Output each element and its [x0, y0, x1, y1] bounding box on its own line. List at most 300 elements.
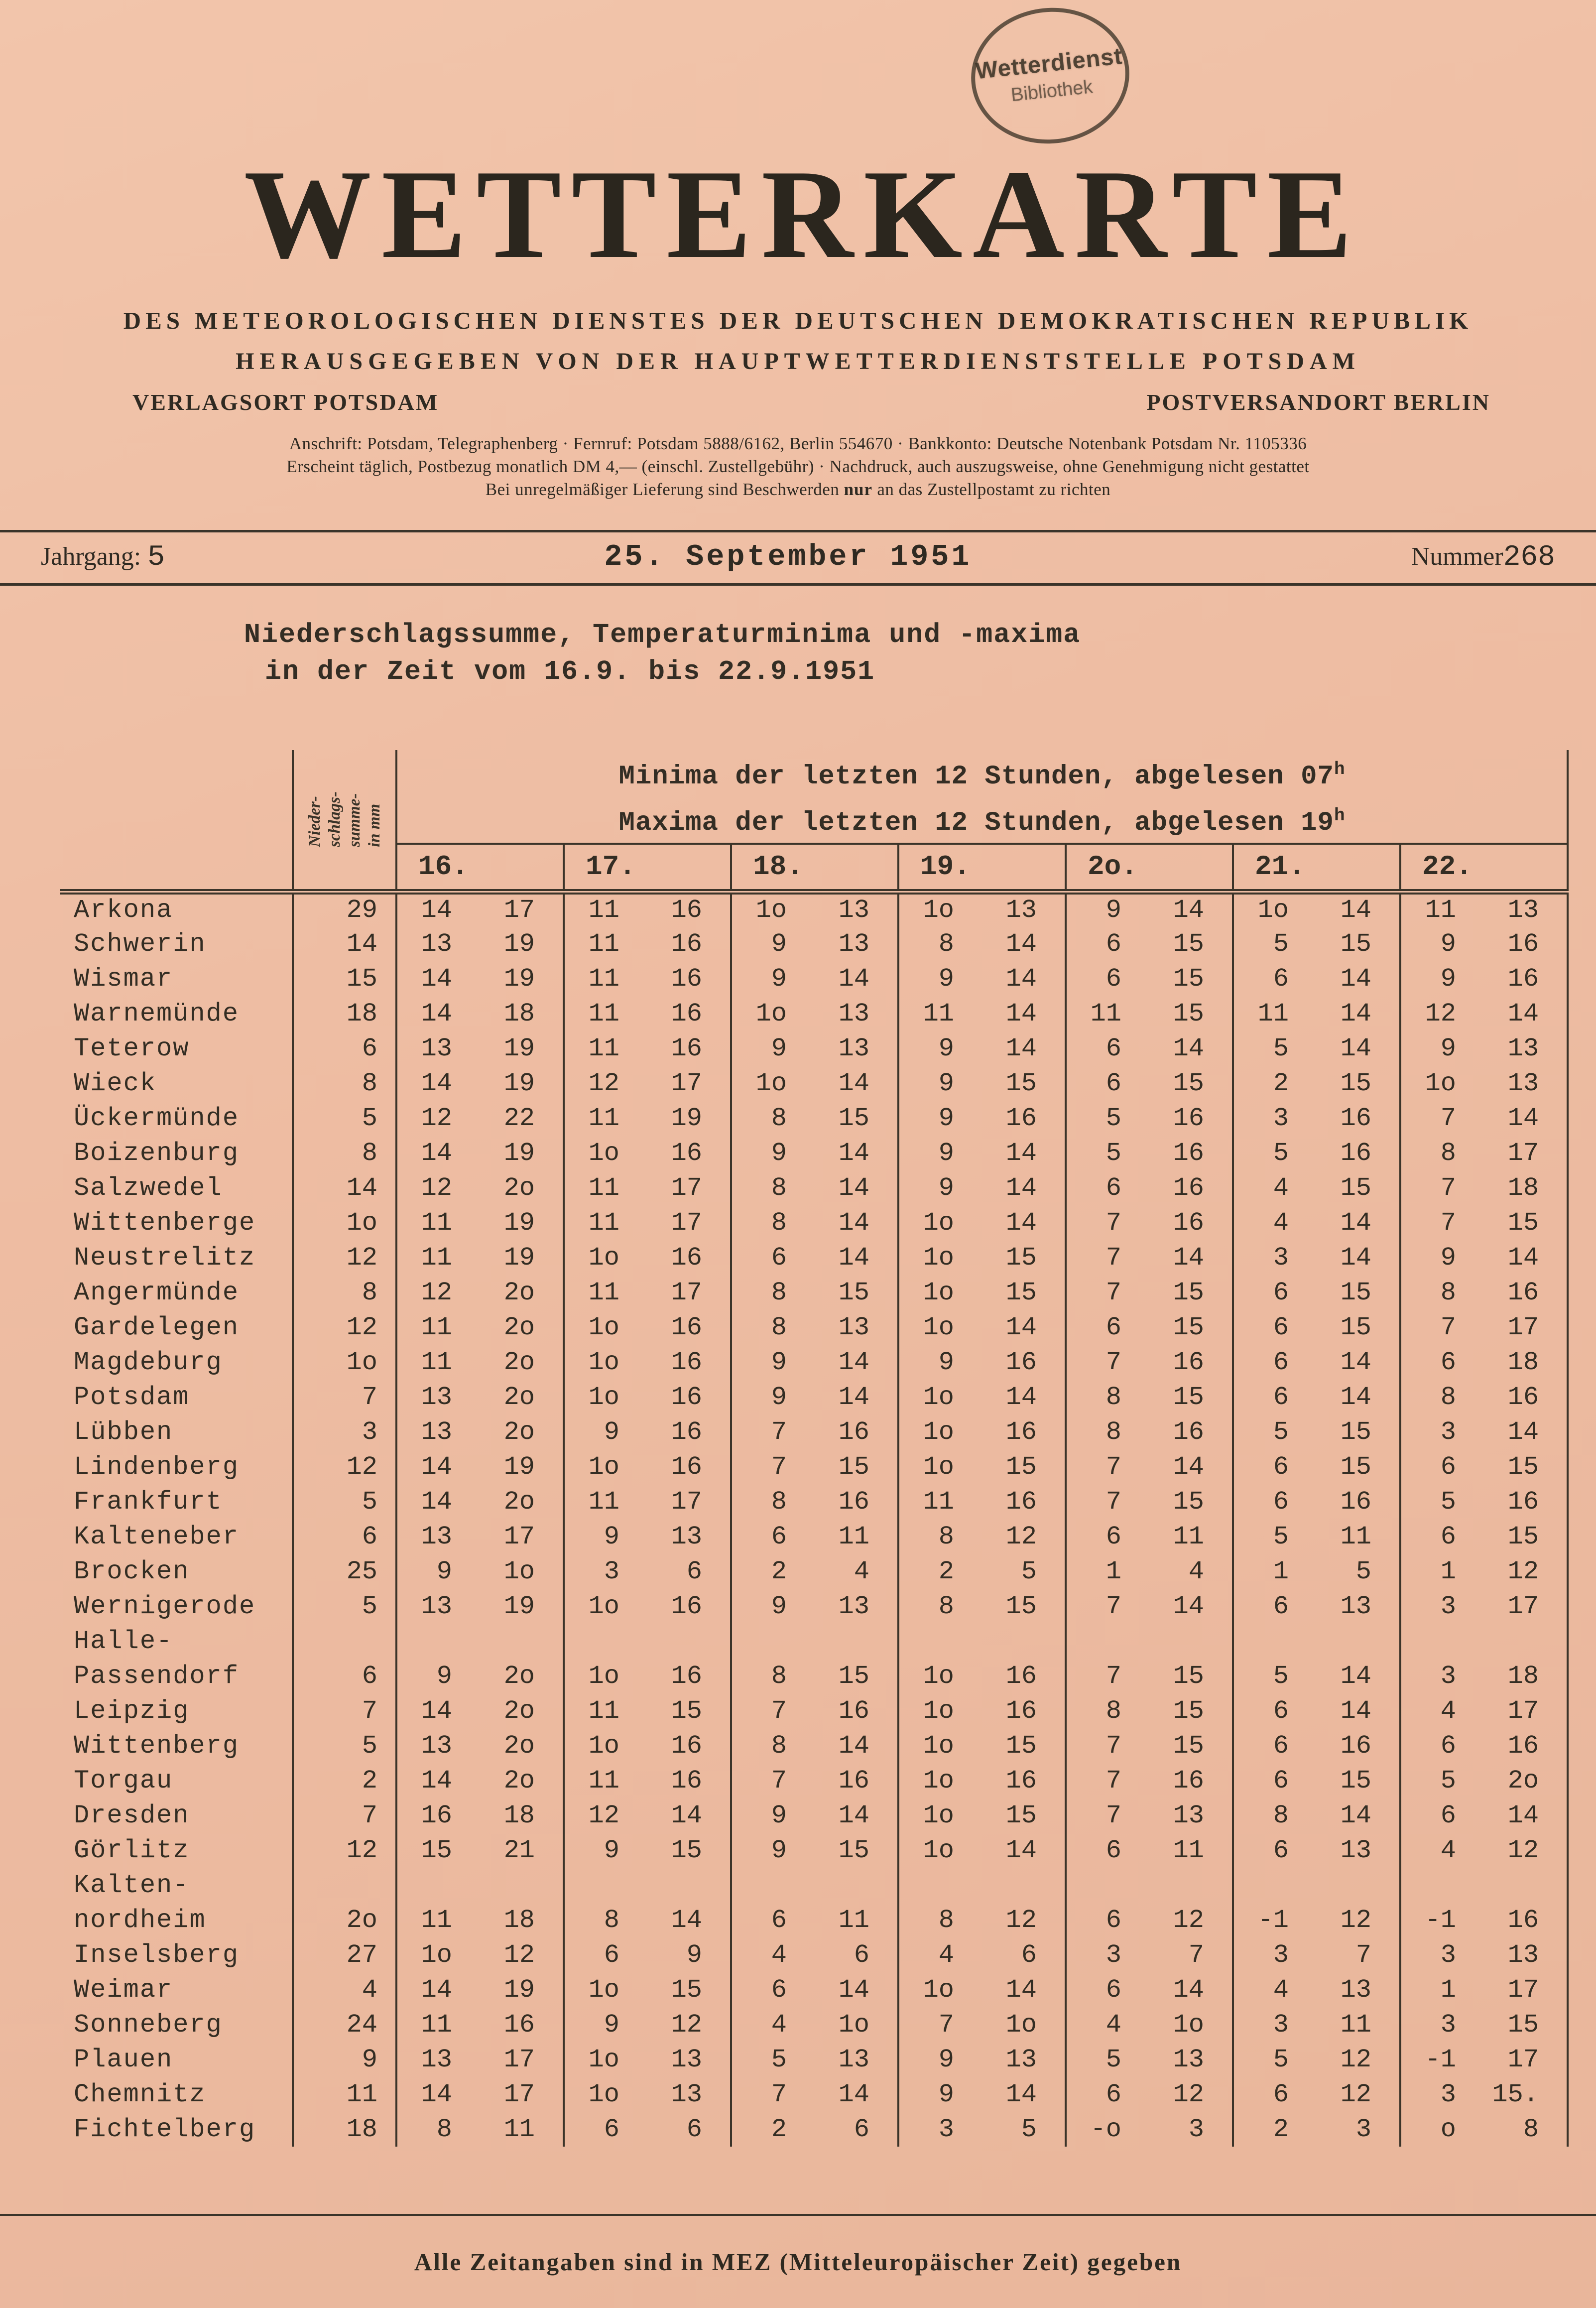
table-row [60, 1240, 1568, 1275]
temp-max-cell: 16 [1484, 961, 1568, 996]
temp-min-cell: 9 [731, 1380, 815, 1414]
temp-max-cell: 11 [1340, 1522, 1371, 1551]
temp-min-cell: 4 [1400, 1693, 1484, 1728]
temp-min-cell [1233, 1868, 1317, 1903]
temp-min-cell: 1o [731, 996, 815, 1031]
temp-max-cell: 15 [1484, 2007, 1568, 2042]
precip-sum-rotated-label: Nieder- schlags- summe- in mm [306, 791, 383, 848]
temp-min-cell [731, 1624, 815, 1659]
temp-min-cell: 5 [731, 2042, 815, 2077]
temp-min-cell: 9 [564, 1519, 647, 1554]
temp-max-cell: 16 [671, 1452, 702, 1482]
temp-min-cell: 6 [1066, 961, 1149, 996]
temp-max-cell: 12 [1005, 1522, 1037, 1551]
temp-max-cell: 12 [1484, 1554, 1568, 1589]
temp-max-cell: 14 [1005, 1208, 1037, 1238]
temp-min-cell: 1o [898, 1833, 982, 1868]
temp-max-cell: 14 [1484, 1414, 1568, 1449]
precip-sum-cell [293, 1624, 396, 1659]
temp-min-cell: 6 [1233, 1449, 1317, 1484]
temp-min-cell: 16 [396, 1798, 480, 1833]
temp-min-cell: 1o [564, 1972, 647, 2007]
temp-min-cell: 8 [396, 2112, 480, 2147]
temp-max-cell [1484, 1868, 1568, 1903]
temp-min-cell: 7 [1066, 1659, 1149, 1693]
temp-max-cell: 16 [1173, 1417, 1204, 1447]
temp-max-cell: 15 [1005, 1591, 1037, 1621]
temp-max-cell [480, 1868, 564, 1903]
temp-min-cell: 9 [898, 2077, 982, 2112]
precip-sum-cell: 8 [293, 1275, 396, 1310]
temp-min-cell: 8 [1066, 1414, 1149, 1449]
temp-max-cell: 19 [503, 964, 535, 994]
temp-min-cell: 8 [731, 1484, 815, 1519]
temp-min-cell: 7 [731, 2077, 815, 2112]
temp-max-cell: 16 [1484, 1484, 1568, 1519]
temp-max-cell: 16 [1340, 1138, 1371, 1168]
table-row [60, 1066, 1568, 1101]
temp-max-cell: 12 [1484, 1833, 1568, 1868]
temp-max-cell: 15 [1173, 1382, 1204, 1412]
temp-max-cell: 16 [1005, 1103, 1037, 1133]
temp-max-cell: 16 [1005, 1696, 1037, 1726]
temp-min-cell: 1o [898, 1659, 982, 1693]
city-cell: nordheim [74, 1905, 206, 1935]
temp-max-cell: 15 [1173, 1661, 1204, 1691]
issue-number-label: Nummer268 [1411, 541, 1555, 574]
temp-max-cell: 11 [1340, 2010, 1371, 2040]
precip-sum-cell: 12 [293, 1449, 396, 1484]
temp-max-cell: 15 [1173, 1487, 1204, 1517]
temp-min-cell: 5 [1233, 1659, 1317, 1693]
temp-max-cell: 17 [1484, 1136, 1568, 1170]
temp-min-cell: 14 [396, 1972, 480, 2007]
temp-max-cell: 15 [671, 1975, 702, 2005]
city-cell: Potsdam [74, 1382, 190, 1412]
temp-min-cell: 13 [396, 1519, 480, 1554]
temp-min-cell: 1o [898, 1380, 982, 1414]
temp-min-cell: 6 [1233, 1345, 1317, 1380]
temp-max-cell: 16 [1484, 1275, 1568, 1310]
temp-max-cell [982, 1624, 1066, 1659]
temp-min-cell: -1 [1400, 2042, 1484, 2077]
temp-min-cell: 4 [731, 1937, 815, 1972]
temp-min-cell [396, 1624, 480, 1659]
precip-sum-cell: 2o [293, 1903, 396, 1937]
temp-max-cell: 14 [1005, 1835, 1037, 1865]
temp-max-cell: 14 [838, 1382, 869, 1412]
temp-max-cell: 14 [1484, 1798, 1568, 1833]
temp-max-cell [1149, 1868, 1233, 1903]
temp-max-cell: 14 [1484, 1240, 1568, 1275]
table-row [60, 1659, 1568, 1693]
temp-min-cell: 9 [564, 1833, 647, 1868]
temp-min-cell: 3 [898, 2112, 982, 2147]
temp-max-cell: 14 [1340, 999, 1371, 1028]
temp-min-cell: 8 [731, 1205, 815, 1240]
temp-min-cell: 13 [396, 926, 480, 961]
precip-sum-cell: 6 [293, 1659, 396, 1693]
temp-max-cell: 8 [1484, 2112, 1568, 2147]
table-row [60, 2042, 1568, 2077]
fineprint-line-2: Erscheint täglich, Postbezug monatlich DM 4,— (einschl. Zustellgebühr) · Nachdruck, auch auszugsweise, ohne Genehmigung nicht gestattet [286, 457, 1310, 477]
table-row [60, 1693, 1568, 1728]
table-row [60, 2077, 1568, 2112]
table-row [60, 1868, 1568, 1903]
temp-min-cell: 3 [1400, 1659, 1484, 1693]
temp-max-cell: 15 [1340, 1173, 1371, 1203]
table-title [244, 617, 1081, 690]
table-row [60, 1903, 1568, 1937]
city-cell: Chemnitz [74, 2079, 206, 2109]
city-cell: Angermünde [74, 1278, 240, 1307]
temp-max-cell: 15 [1005, 1731, 1037, 1761]
temp-max-cell: 17 [1484, 1589, 1568, 1624]
temp-min-cell: 3 [1400, 1414, 1484, 1449]
temp-min-cell: 4 [1233, 1205, 1317, 1240]
precip-sum-cell: 11 [293, 2077, 396, 2112]
temp-min-cell: 1o [731, 1066, 815, 1101]
page-title: WETTERKARTE [244, 144, 1362, 285]
temp-max-cell: 16 [671, 1347, 702, 1377]
temp-min-cell: 8 [898, 926, 982, 961]
temp-min-cell: 6 [1233, 1763, 1317, 1798]
temp-min-cell: 14 [396, 892, 480, 926]
temp-max-cell: 13 [1484, 1066, 1568, 1101]
precip-sum-cell: 25 [293, 1554, 396, 1589]
temp-max-cell: 19 [503, 1138, 535, 1168]
temp-min-cell: 6 [1066, 1310, 1149, 1345]
city-cell: Görlitz [74, 1835, 190, 1865]
temp-max-cell: 11 [1173, 1522, 1204, 1551]
temp-min-cell: 7 [1066, 1798, 1149, 1833]
minmax-header [396, 750, 1568, 844]
temp-max-cell: 17 [503, 2079, 535, 2109]
temp-min-cell: 1o [564, 2077, 647, 2112]
temp-min-cell: 3 [1066, 1937, 1149, 1972]
temp-max-cell: 16 [1173, 1347, 1204, 1377]
city-cell: Sonneberg [74, 2010, 223, 2040]
temp-max-cell: 15 [1340, 1452, 1371, 1482]
temp-max-cell: 13 [838, 1312, 869, 1342]
temp-max-cell: 14 [671, 1800, 702, 1830]
temp-max-cell: 16 [671, 1731, 702, 1761]
day-header-19: 19. [898, 844, 1066, 892]
temp-min-cell [898, 1868, 982, 1903]
temp-max-cell: 14 [1340, 1800, 1371, 1830]
temp-min-cell: 11 [564, 961, 647, 996]
temp-max-cell: 6 [686, 1556, 702, 1586]
temp-max-cell: 12 [1173, 2079, 1204, 2109]
temp-max-cell: 14 [838, 1800, 869, 1830]
table-row [60, 1310, 1568, 1345]
temp-max-cell: 2o [503, 1661, 535, 1691]
temp-max-cell: 14 [1005, 1138, 1037, 1168]
temp-max-cell: 16 [671, 1243, 702, 1273]
temp-max-cell: 14 [1005, 1312, 1037, 1342]
city-cell: Wernigerode [74, 1591, 256, 1621]
temp-min-cell: 14 [396, 2077, 480, 2112]
temp-min-cell: 5 [1400, 1763, 1484, 1798]
temp-min-cell: 2 [1233, 2112, 1317, 2147]
temp-max-cell: 13 [671, 2079, 702, 2109]
temp-max-cell [1317, 1624, 1400, 1659]
table-row [60, 2112, 1568, 2147]
temp-min-cell: 6 [564, 2112, 647, 2147]
temp-min-cell: 3 [564, 1554, 647, 1589]
temp-max-cell: 17 [503, 2045, 535, 2074]
temp-max-cell: 13 [1340, 1591, 1371, 1621]
temp-min-cell: 2 [1233, 1066, 1317, 1101]
temp-min-cell: 1o [898, 1972, 982, 2007]
day-header-21: 21. [1233, 844, 1400, 892]
temp-max-cell: 15 [671, 1835, 702, 1865]
fineprint-line-3: Bei unregelmäßiger Lieferung sind Beschwerden nur an das Zustellpostamt zu richten [485, 480, 1111, 500]
temp-max-cell: 14 [1340, 964, 1371, 994]
city-cell: Brocken [74, 1556, 190, 1586]
temp-max-cell: 21 [503, 1835, 535, 1865]
temp-min-cell: 2 [731, 2112, 815, 2147]
temp-min-cell: 9 [898, 1170, 982, 1205]
city-cell: Lübben [74, 1417, 173, 1447]
city-cell: Fichtelberg [74, 2114, 256, 2144]
temp-min-cell: 11 [564, 996, 647, 1031]
city-cell: Warnemünde [74, 999, 240, 1028]
masthead-subtitle: DES METEOROLOGISCHEN DIENSTES DER DEUTSCHEN DEMOKRATISCHEN REPUBLIK [123, 307, 1473, 335]
temp-min-cell: 11 [564, 1170, 647, 1205]
temp-min-cell: 11 [898, 1484, 982, 1519]
temp-min-cell: 7 [1066, 1449, 1149, 1484]
temp-min-cell: 4 [1400, 1833, 1484, 1868]
temp-max-cell: 15 [1005, 1452, 1037, 1482]
temp-min-cell: 1o [564, 1380, 647, 1414]
temp-min-cell [1233, 1624, 1317, 1659]
precip-sum-cell: 2 [293, 1763, 396, 1798]
temp-min-cell: 9 [898, 961, 982, 996]
table-row [60, 1972, 1568, 2007]
temp-min-cell: 1o [564, 1659, 647, 1693]
temp-max-cell: 14 [838, 1731, 869, 1761]
temp-min-cell: -o [1066, 2112, 1149, 2147]
temp-min-cell: 8 [1400, 1380, 1484, 1414]
temp-max-cell: 15 [1005, 1243, 1037, 1273]
temp-max-cell: 14 [1173, 1591, 1204, 1621]
temp-min-cell: 13 [396, 2042, 480, 2077]
temp-max-cell: 16 [1005, 1487, 1037, 1517]
temp-max-cell: 13 [1484, 892, 1568, 926]
temp-min-cell [1400, 1868, 1484, 1903]
table-row [60, 1449, 1568, 1484]
temp-max-cell: 14 [838, 1173, 869, 1203]
temp-max-cell: 14 [838, 1347, 869, 1377]
temp-min-cell: 12 [564, 1798, 647, 1833]
temp-min-cell: 11 [396, 1903, 480, 1937]
temp-min-cell: 13 [396, 1414, 480, 1449]
temp-min-cell: 8 [731, 1310, 815, 1345]
precip-sum-cell: 18 [293, 996, 396, 1031]
city-cell: Kalteneber [74, 1522, 240, 1551]
temp-max-cell [647, 1624, 731, 1659]
table-row [60, 1414, 1568, 1449]
temp-min-cell: 9 [898, 2042, 982, 2077]
temp-max-cell: 16 [838, 1487, 869, 1517]
temp-min-cell: 12 [1400, 996, 1484, 1031]
day-header-16: 16. [396, 844, 564, 892]
precip-sum-cell: 5 [293, 1728, 396, 1763]
temp-max-cell: 13 [838, 999, 869, 1028]
masthead-publisher: HERAUSGEGEBEN VON DER HAUPTWETTERDIENSTSTELLE POTSDAM [236, 348, 1360, 375]
temp-min-cell: 7 [1066, 1484, 1149, 1519]
precip-sum-cell: 8 [293, 1136, 396, 1170]
temp-max-cell: 16 [671, 929, 702, 959]
temp-min-cell: 1o [898, 1205, 982, 1240]
city-cell: Wittenberge [74, 1208, 256, 1238]
temp-max-cell: 16 [1173, 1103, 1204, 1133]
temp-min-cell: 6 [1066, 1833, 1149, 1868]
city-cell: Inselsberg [74, 1940, 240, 1970]
temp-min-cell: 3 [1400, 2007, 1484, 2042]
temp-max-cell: 12 [671, 2010, 702, 2040]
temp-min-cell: 7 [731, 1763, 815, 1798]
temp-max-cell: 13 [1484, 1031, 1568, 1066]
precip-sum-cell: 1o [293, 1205, 396, 1240]
table-row [60, 1554, 1568, 1589]
table-row [60, 926, 1568, 961]
temp-min-cell: 7 [731, 1414, 815, 1449]
temp-min-cell: 14 [396, 1484, 480, 1519]
temp-max-cell: 16 [1005, 1347, 1037, 1377]
temp-max-cell: 16 [838, 1696, 869, 1726]
temp-max-cell: 18 [1484, 1170, 1568, 1205]
temp-min-cell: 11 [564, 1101, 647, 1136]
temp-max-cell: 13 [1173, 1800, 1204, 1830]
temp-min-cell: 1o [898, 1414, 982, 1449]
temp-max-cell: 14 [1484, 996, 1568, 1031]
temp-max-cell: 13 [838, 1591, 869, 1621]
temp-max-cell: 2o [1484, 1763, 1568, 1798]
temp-max-cell: 16 [1173, 1766, 1204, 1795]
temp-max-cell: 19 [671, 1103, 702, 1133]
precip-sum-cell: 15 [293, 961, 396, 996]
maxima-header-line: Maxima der letzten 12 Stunden, abgelesen 19$^h$ [618, 805, 1346, 839]
temp-min-cell: 7 [1400, 1205, 1484, 1240]
table-row [60, 1136, 1568, 1170]
temp-min-cell: 9 [731, 1136, 815, 1170]
temp-min-cell: 1o [898, 1693, 982, 1728]
stamp-line-1: Wetterdienst [974, 42, 1124, 84]
precip-sum-cell: 18 [293, 2112, 396, 2147]
temp-max-cell: 15 [671, 1696, 702, 1726]
precip-sum-cell: 12 [293, 1310, 396, 1345]
temp-min-cell: 5 [1233, 1031, 1317, 1066]
table-row [60, 1205, 1568, 1240]
temp-max-cell: 17 [1484, 1972, 1568, 2007]
precip-sum-cell: 7 [293, 1693, 396, 1728]
temp-min-cell: 8 [731, 1101, 815, 1136]
temp-min-cell: 9 [731, 1031, 815, 1066]
table-row [60, 1519, 1568, 1554]
table-row [60, 1937, 1568, 1972]
temp-min-cell: 1o [898, 1728, 982, 1763]
city-cell: Plauen [74, 2045, 173, 2074]
day-header-22: 22. [1400, 844, 1568, 892]
footer [0, 2214, 1596, 2276]
precip-sum-cell: 24 [293, 2007, 396, 2042]
temp-max-cell [647, 1868, 731, 1903]
temp-max-cell: 3 [1188, 2114, 1204, 2144]
volume-label: Jahrgang: 5 [41, 541, 165, 574]
temp-min-cell: 1o [731, 892, 815, 926]
temp-min-cell: 9 [731, 1589, 815, 1624]
temp-max-cell [815, 1624, 898, 1659]
temp-max-cell: 17 [503, 1522, 535, 1551]
temp-min-cell: 6 [564, 1937, 647, 1972]
city-cell: Passendorf [74, 1661, 240, 1691]
temp-max-cell: 14 [1005, 1033, 1037, 1063]
temp-max-cell: 15 [1340, 929, 1371, 959]
temp-min-cell: 9 [1400, 1240, 1484, 1275]
temp-min-cell: 7 [731, 1449, 815, 1484]
table-row [60, 1170, 1568, 1205]
temp-min-cell: 13 [396, 1380, 480, 1414]
weather-table [60, 750, 1569, 2147]
temp-max-cell: 15 [838, 1103, 869, 1133]
temp-min-cell: 1 [1400, 1554, 1484, 1589]
temp-max-cell: 15 [838, 1835, 869, 1865]
temp-max-cell: 4 [1188, 1556, 1204, 1586]
temp-min-cell: 8 [731, 1659, 815, 1693]
table-row [60, 1345, 1568, 1380]
temp-max-cell: 22 [503, 1103, 535, 1133]
city-cell: Leipzig [74, 1696, 190, 1726]
temp-min-cell: 8 [731, 1275, 815, 1310]
city-cell: Torgau [74, 1766, 173, 1795]
temp-min-cell: 1o [898, 892, 982, 926]
temp-min-cell: 4 [1233, 1170, 1317, 1205]
temp-min-cell: 9 [731, 926, 815, 961]
temp-max-cell: 13 [838, 1033, 869, 1063]
temp-max-cell: 19 [503, 1975, 535, 2005]
temp-max-cell: 18 [1484, 1659, 1568, 1693]
temp-min-cell: 4 [1066, 2007, 1149, 2042]
temp-max-cell: 16 [671, 1417, 702, 1447]
city-cell: Wieck [74, 1068, 157, 1098]
temp-max-cell: 16 [1005, 1417, 1037, 1447]
temp-min-cell [898, 1624, 982, 1659]
temp-min-cell: 11 [396, 1205, 480, 1240]
temp-min-cell: 1o [1400, 1066, 1484, 1101]
temp-min-cell: 2 [731, 1554, 815, 1589]
temp-min-cell: 3 [1233, 2007, 1317, 2042]
temp-min-cell: 9 [731, 1345, 815, 1380]
temp-max-cell: 12 [1005, 1905, 1037, 1935]
temp-max-cell: 15 [1005, 1800, 1037, 1830]
temp-min-cell: 11 [396, 1240, 480, 1275]
temp-min-cell: 1 [1233, 1554, 1317, 1589]
temp-min-cell: 6 [1233, 1275, 1317, 1310]
temp-max-cell: 14 [838, 964, 869, 994]
temp-min-cell [1400, 1624, 1484, 1659]
precip-sum-cell: 7 [293, 1380, 396, 1414]
temp-max-cell: 2o [503, 1487, 535, 1517]
temp-min-cell [564, 1624, 647, 1659]
temp-min-cell: 8 [1400, 1275, 1484, 1310]
temp-max-cell: 16 [1484, 926, 1568, 961]
publishing-place: VERLAGSORT POTSDAM [132, 389, 439, 415]
temp-min-cell: 6 [1400, 1449, 1484, 1484]
temp-min-cell: 14 [396, 1136, 480, 1170]
temp-max-cell: 14 [1005, 1975, 1037, 2005]
